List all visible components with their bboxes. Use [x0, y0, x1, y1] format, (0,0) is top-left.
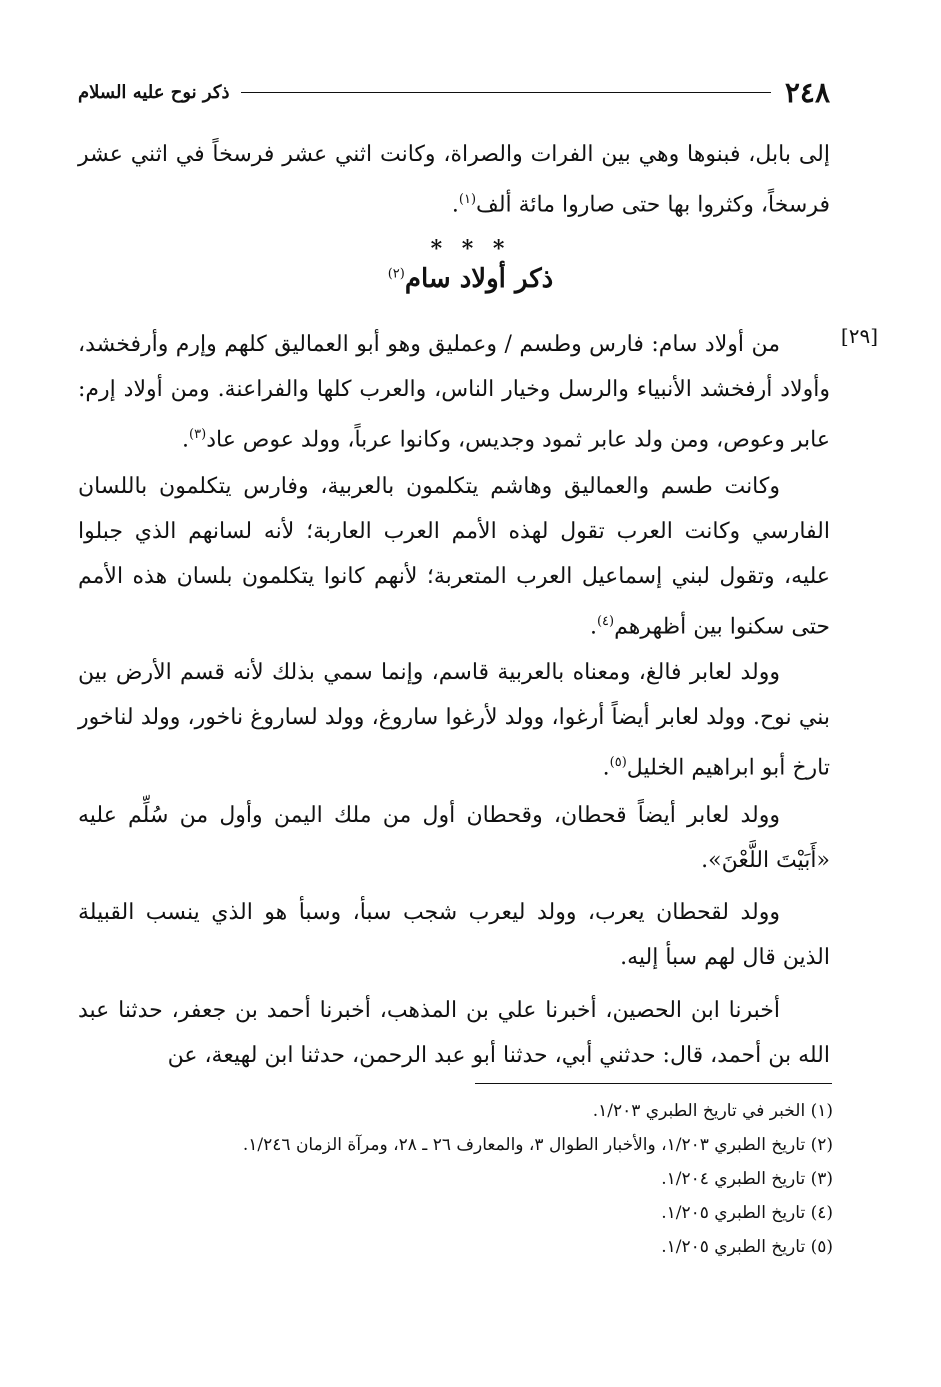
paragraph-text: وولد لعابر فالغ، ومعناه بالعربية قاسم، وإنما سمي بذلك لأنه قسم الأرض بين بني نوح. وولد لعابر أيضاً أرغوا، وولد لأرغوا ساروغ، وولد لساروغ ناخور، وولد لناخور تارخ أبو ابراهيم الخليل [78, 660, 830, 781]
paragraph-end: . [182, 427, 190, 453]
paragraph-text: أخبرنا ابن الحصين، أخبرنا علي بن المذهب، أخبرنا أحمد بن جعفر، حدثنا عبد الله بن أحمد، قال: حدثني أبي، حدثنا أبو عبد الرحمن، حدثنا ابن لهيعة، عن [78, 998, 830, 1068]
footnotes [133, 1094, 833, 1264]
paragraph-text: وكانت طسم والعماليق وهاشم يتكلمون بالعربية، وفارس يتكلمون باللسان الفارسي وكانت العرب تقول لهذه الأمم العرب العاربة؛ لأنه لسانهم الذي جبلوا عليه، وتقول لبني إسماعيل العرب المتعربة؛ لأنهم كانوا يتكلمون بلسان هذه الأمم حتى سكنوا بين أظهرهم [78, 474, 830, 640]
footnote: (٤) تاريخ الطبري ١/٢٠٥. [661, 1203, 833, 1223]
paragraph [78, 650, 830, 790]
paragraph-text: من أولاد سام: فارس وطسم / وعمليق وهو أبو العماليق كلهم وإرم وأرفخشد، وأولاد أرفخشد الأنبياء والرسل وخيار الناس، والعرب كلها والفراعنة. ومن أولاد إرم: عابر وعوص، ومن ولد عابر ثمود وجديس، وكانوا عرباً، وولد عوص عاد [78, 332, 830, 453]
footnote-ref: (٥) [609, 755, 627, 770]
footnote: (١) الخبر في تاريخ الطبري ١/٢٠٣. [592, 1101, 833, 1121]
paragraph [78, 890, 830, 980]
section-heading [0, 264, 941, 294]
footnote: (٣) تاريخ الطبري ١/٢٠٤. [661, 1169, 833, 1189]
page-number: ٢٤٨ [784, 75, 830, 109]
footnote-ref: (١) [458, 192, 477, 207]
paragraph-text: وولد لعابر أيضاً قحطان، وقحطان أول من ملك اليمن وأول من سُلِّم عليه «أَبَيْتَ اللَّعْنَ». [78, 803, 830, 873]
footnote: (٥) تاريخ الطبري ١/٢٠٥. [661, 1237, 833, 1257]
paragraph-marker: [٢٩] [840, 324, 878, 348]
header-rule [241, 92, 770, 93]
paragraph-end: . [451, 192, 459, 218]
intro-paragraph [78, 132, 830, 227]
page-header [78, 72, 830, 112]
paragraph-text: إلى بابل، فبنوها وهي بين الفرات والصراة، وكانت اثني عشر فرسخاً في اثني عشر فرسخاً، وكثروا بها حتى صاروا مائة ألف [78, 142, 830, 218]
footnote-ref: (٢) [387, 266, 405, 282]
paragraph-text: وولد لقحطان يعرب، وولد ليعرب شجب سبأ، وسبأ هو الذي ينسب القبيلة الذين قال لهم سبأ إليه. [78, 900, 830, 970]
paragraph [78, 988, 830, 1078]
footnote-rule [475, 1083, 832, 1084]
paragraph [78, 464, 830, 649]
paragraph-end: . [589, 614, 597, 640]
paragraph-end: . [602, 755, 610, 781]
footnote-ref: (٤) [596, 614, 615, 629]
paragraph [78, 322, 830, 462]
section-title: ذكر أولاد سام [404, 264, 554, 294]
footnote-ref: (٣) [189, 427, 207, 442]
paragraph [78, 793, 830, 883]
section-separator: * * * [430, 236, 511, 262]
footnote: (٢) تاريخ الطبري ١/٢٠٣، والأخبار الطوال ٣، والمعارف ٢٦ ـ ٢٨، ومرآة الزمان ١/٢٤٦. [242, 1135, 833, 1155]
running-title: ذكر نوح عليه السلام [78, 81, 230, 103]
